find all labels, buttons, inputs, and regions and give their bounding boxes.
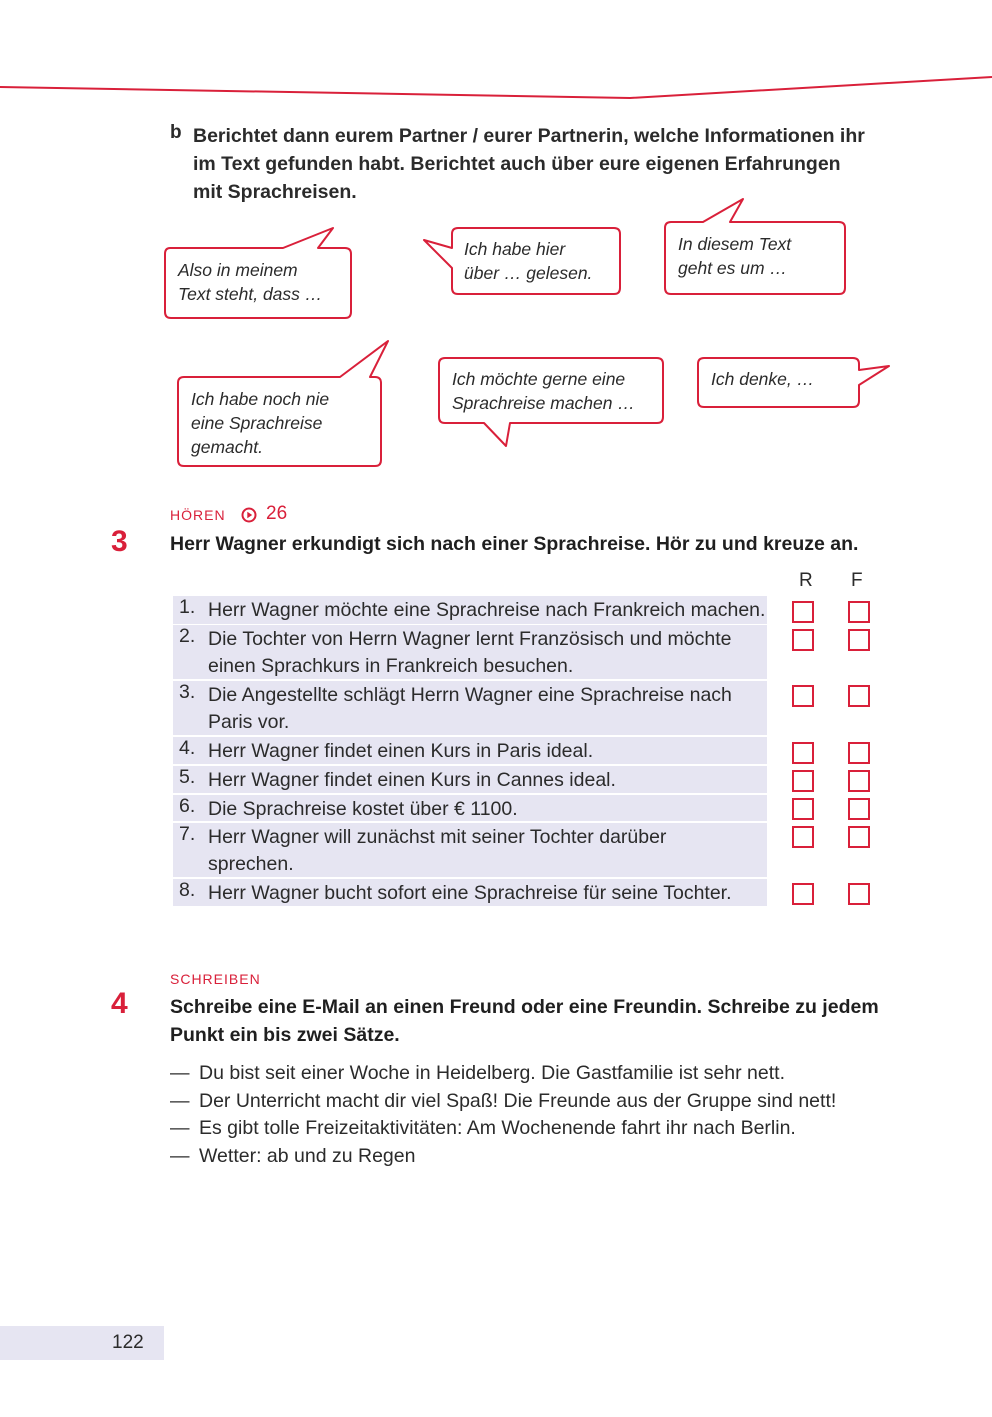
statement-number: 3.: [179, 681, 196, 703]
speech-bubble-5: [452, 367, 635, 415]
audio-track-number: 26: [266, 503, 288, 524]
statement-text: Die Sprachreise kostet über € 1100.: [208, 798, 518, 820]
checkbox-3-richtig[interactable]: [792, 685, 814, 707]
play-circle-icon[interactable]: [241, 507, 257, 523]
checkbox-8-richtig[interactable]: [792, 883, 814, 905]
statement-row-8: [173, 879, 767, 906]
page-number: 122: [112, 1332, 144, 1353]
bubble-line: Ich denke, …: [711, 369, 815, 389]
statement-number: 7.: [179, 823, 196, 845]
checkbox-5-falsch[interactable]: [848, 770, 870, 792]
bubble-line: Ich möchte gerne eine: [452, 369, 626, 389]
statement-text-line1: Die Tochter von Herrn Wagner lernt Französisch und möchte: [208, 628, 732, 650]
bubble-line: Sprachreise machen …: [452, 393, 635, 413]
checkbox-2-falsch[interactable]: [848, 629, 870, 651]
speech-bubble-6: [711, 367, 814, 391]
speech-bubble-2: [464, 237, 592, 285]
checkbox-1-richtig[interactable]: [792, 601, 814, 623]
writing-point-text: Der Unterricht macht dir viel Spaß! Die Freunde aus der Gruppe sind nett!: [199, 1090, 837, 1112]
writing-point-text: Wetter: ab und zu Regen: [199, 1145, 416, 1167]
bubble-line: gemacht.: [191, 437, 263, 457]
bullet-dash: —: [170, 1145, 190, 1167]
bubble-line: Also in meinem: [178, 260, 298, 280]
checkbox-1-falsch[interactable]: [848, 601, 870, 623]
bubble-line: Ich habe noch nie: [191, 389, 330, 409]
statement-number: 6.: [179, 795, 196, 817]
statement-text-line1: Herr Wagner will zunächst mit seiner Tochter darüber: [208, 826, 667, 848]
checkbox-2-richtig[interactable]: [792, 629, 814, 651]
checkbox-5-richtig[interactable]: [792, 770, 814, 792]
statement-number: 8.: [179, 879, 196, 901]
speech-bubble-3: [678, 232, 791, 280]
task-number-4: 4: [111, 987, 128, 1020]
statement-text-line2: Paris vor.: [208, 711, 290, 733]
section-label-schreiben: SCHREIBEN: [170, 971, 261, 987]
part-b-label: b: [170, 122, 182, 143]
bubble-line: Text steht, dass …: [178, 284, 323, 304]
checkbox-4-richtig[interactable]: [792, 742, 814, 764]
statement-row-2: [173, 625, 767, 679]
writing-point-text: Du bist seit einer Woche in Heidelberg. Die Gastfamilie ist sehr nett.: [199, 1062, 785, 1084]
statement-number: 2.: [179, 625, 196, 647]
statement-number: 4.: [179, 737, 196, 759]
task-4-title-line1: Schreibe eine E-Mail an einen Freund oder eine Freundin. Schreibe zu jedem: [170, 996, 879, 1018]
statement-number: 1.: [179, 596, 196, 618]
bubble-line: über … gelesen.: [464, 263, 593, 283]
statement-text-line2: sprechen.: [208, 853, 294, 875]
task-3-title: Herr Wagner erkundigt sich nach einer Sprachreise. Hör zu und kreuze an.: [170, 533, 859, 555]
column-header-falsch: F: [851, 570, 863, 591]
bubble-line: eine Sprachreise: [191, 413, 323, 433]
checkbox-8-falsch[interactable]: [848, 883, 870, 905]
statement-number: 5.: [179, 766, 196, 788]
statement-text: Herr Wagner findet einen Kurs in Cannes ideal.: [208, 769, 616, 791]
part-b-instruction: Berichtet dann eurem Partner / eurer Partnerin, welche Informationen ihr im Text gefunden habt. Berichtet auch über eure eigenen Erfahrungen mit Sprachreisen.: [193, 125, 865, 203]
checkbox-6-richtig[interactable]: [792, 798, 814, 820]
writing-point-text: Es gibt tolle Freizeitaktivitäten: Am Wochenende fahrt ihr nach Berlin.: [199, 1117, 796, 1139]
statement-row-6: [173, 795, 767, 821]
task-number-3: 3: [111, 525, 128, 558]
bullet-dash: —: [170, 1062, 190, 1084]
checkbox-7-richtig[interactable]: [792, 826, 814, 848]
statement-row-5: [173, 766, 767, 793]
checkbox-4-falsch[interactable]: [848, 742, 870, 764]
statement-text: Herr Wagner möchte eine Sprachreise nach Frankreich machen.: [208, 599, 766, 621]
checkbox-6-falsch[interactable]: [848, 798, 870, 820]
statement-row-7: [173, 823, 767, 877]
section-label-hoeren: HÖREN: [170, 507, 226, 523]
statement-text-line1: Die Angestellte schlägt Herrn Wagner eine Sprachreise nach: [208, 684, 732, 706]
statement-text: Herr Wagner bucht sofort eine Sprachreise für seine Tochter.: [208, 882, 732, 904]
statement-text-line2: einen Sprachkurs in Frankreich besuchen.: [208, 655, 574, 677]
bubble-line: Ich habe hier: [464, 239, 566, 259]
bubble-line: geht es um …: [678, 258, 787, 278]
speech-bubble-4: [191, 387, 329, 459]
statement-row-3: [173, 681, 767, 735]
statement-row-4: [173, 737, 767, 764]
bullet-dash: —: [170, 1090, 190, 1112]
statement-text: Herr Wagner findet einen Kurs in Paris ideal.: [208, 740, 594, 762]
bullet-dash: —: [170, 1117, 190, 1139]
bubble-line: In diesem Text: [678, 234, 792, 254]
checkbox-7-falsch[interactable]: [848, 826, 870, 848]
speech-bubble-1: [178, 258, 322, 306]
statement-row-1: [173, 596, 767, 624]
column-header-richtig: R: [799, 570, 813, 591]
task-4-title-line2: Punkt ein bis zwei Sätze.: [170, 1024, 400, 1046]
checkbox-3-falsch[interactable]: [848, 685, 870, 707]
